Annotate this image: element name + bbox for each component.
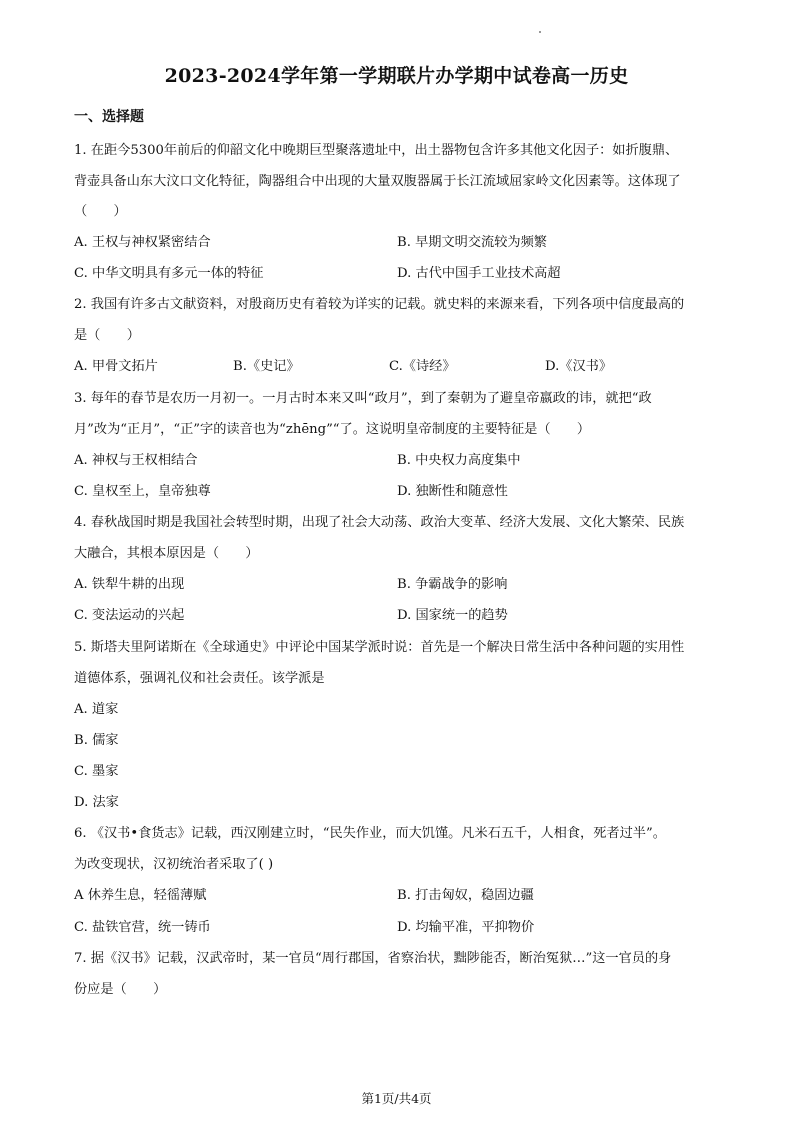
question-6-option-b[interactable]: B. 打击匈奴，稳固边疆 <box>397 888 534 903</box>
question-5-option-a[interactable]: A. 道家 <box>74 702 119 717</box>
question-6-option-d[interactable]: D. 均输平准，平抑物价 <box>397 920 535 935</box>
question-2-option-d[interactable]: D.《汉书》 <box>545 359 613 374</box>
page-footer: 第1页/共4页 <box>361 1091 432 1106</box>
question-1-option-b[interactable]: B. 早期文明交流较为频繁 <box>397 235 547 250</box>
question-5-option-d[interactable]: D. 法家 <box>74 795 119 810</box>
scan-speck <box>539 31 541 33</box>
section-heading: 一、选择题 <box>74 109 144 125</box>
question-4-option-c[interactable]: C. 变法运动的兴起 <box>74 608 185 623</box>
question-6-text: 6. 《汉书•食货志》记载，西汉刚建立时，“民失作业，而大饥馑。凡米石五千，人相食，死者过半”。 <box>74 826 666 841</box>
question-2-option-c[interactable]: C.《诗经》 <box>389 359 456 374</box>
question-3-option-d[interactable]: D. 独断性和随意性 <box>397 484 508 499</box>
question-1-answer-blank: （ ） <box>74 204 127 219</box>
question-1-option-a[interactable]: A. 王权与神权紧密结合 <box>74 235 211 250</box>
question-7-text: 7. 据《汉书》记载，汉武帝时，某一官员“周行郡国，省察治状，黜陟能否，断治冤狱…”这一官员的身 <box>74 951 672 966</box>
question-1-text: 1. 在距今5300年前后的仰韶文化中晚期巨型聚落遗址中，出土器物包含许多其他文化因子：如折腹鼎、 <box>74 143 679 158</box>
question-4-option-a[interactable]: A. 铁犁牛耕的出现 <box>74 577 185 592</box>
question-1-option-c[interactable]: C. 中华文明具有多元一体的特征 <box>74 266 264 281</box>
question-5-option-c[interactable]: C. 墨家 <box>74 764 119 779</box>
question-7-text: 份应是（ ） <box>74 982 167 997</box>
page-title: 2023-2024学年第一学期联片办学期中试卷高一历史 <box>164 65 629 87</box>
question-6-option-a[interactable]: A 休养生息，轻徭薄赋 <box>74 888 207 903</box>
question-3-option-a[interactable]: A. 神权与王权相结合 <box>74 453 198 468</box>
question-4-option-d[interactable]: D. 国家统一的趋势 <box>397 608 508 623</box>
question-3-option-b[interactable]: B. 中央权力高度集中 <box>397 453 521 468</box>
question-3-option-c[interactable]: C. 皇权至上，皇帝独尊 <box>74 484 211 499</box>
question-3-text: 3. 每年的春节是农历一月初一。一月古时本来又叫“政月”，到了秦朝为了避皇帝嬴政的讳，就把“政 <box>74 391 652 406</box>
question-6-option-c[interactable]: C. 盐铁官营，统一铸币 <box>74 920 211 935</box>
question-2-text: 2. 我国有许多古文献资料，对殷商历史有着较为详实的记载。就史料的来源来看，下列各项中信度最高的 <box>74 297 685 312</box>
question-4-text: 4. 春秋战国时期是我国社会转型时期，出现了社会大动荡、政治大变革、经济大发展、文化大繁荣、民族 <box>74 515 685 530</box>
question-1-text: 背壶具备山东大汶口文化特征，陶器组合中出现的大量双腹器属于长江流域屈家岭文化因素等。这体现了 <box>74 174 681 189</box>
question-1-option-d[interactable]: D. 古代中国手工业技术高超 <box>397 266 561 281</box>
question-4-option-b[interactable]: B. 争霸战争的影响 <box>397 577 508 592</box>
question-2-option-a[interactable]: A. 甲骨文拓片 <box>74 359 158 374</box>
question-5-text: 5. 斯塔夫里阿诺斯在《全球通史》中评论中国某学派时说：首先是一个解决日常生活中各种问题的实用性 <box>74 640 685 655</box>
question-2-text: 是（ ） <box>74 328 140 343</box>
question-6-text: 为改变现状，汉初统治者采取了( ) <box>74 857 274 872</box>
question-5-text: 道德体系，强调礼仪和社会责任。该学派是 <box>74 671 325 686</box>
question-3-text: 月”改为“正月”，“正”字的读音也为“zhēng”“了。这说明皇帝制度的主要特征是（ ） <box>74 422 591 437</box>
question-2-option-b[interactable]: B.《史记》 <box>233 359 300 374</box>
question-5-option-b[interactable]: B. 儒家 <box>74 733 119 748</box>
question-4-text: 大融合，其根本原因是（ ） <box>74 546 259 561</box>
